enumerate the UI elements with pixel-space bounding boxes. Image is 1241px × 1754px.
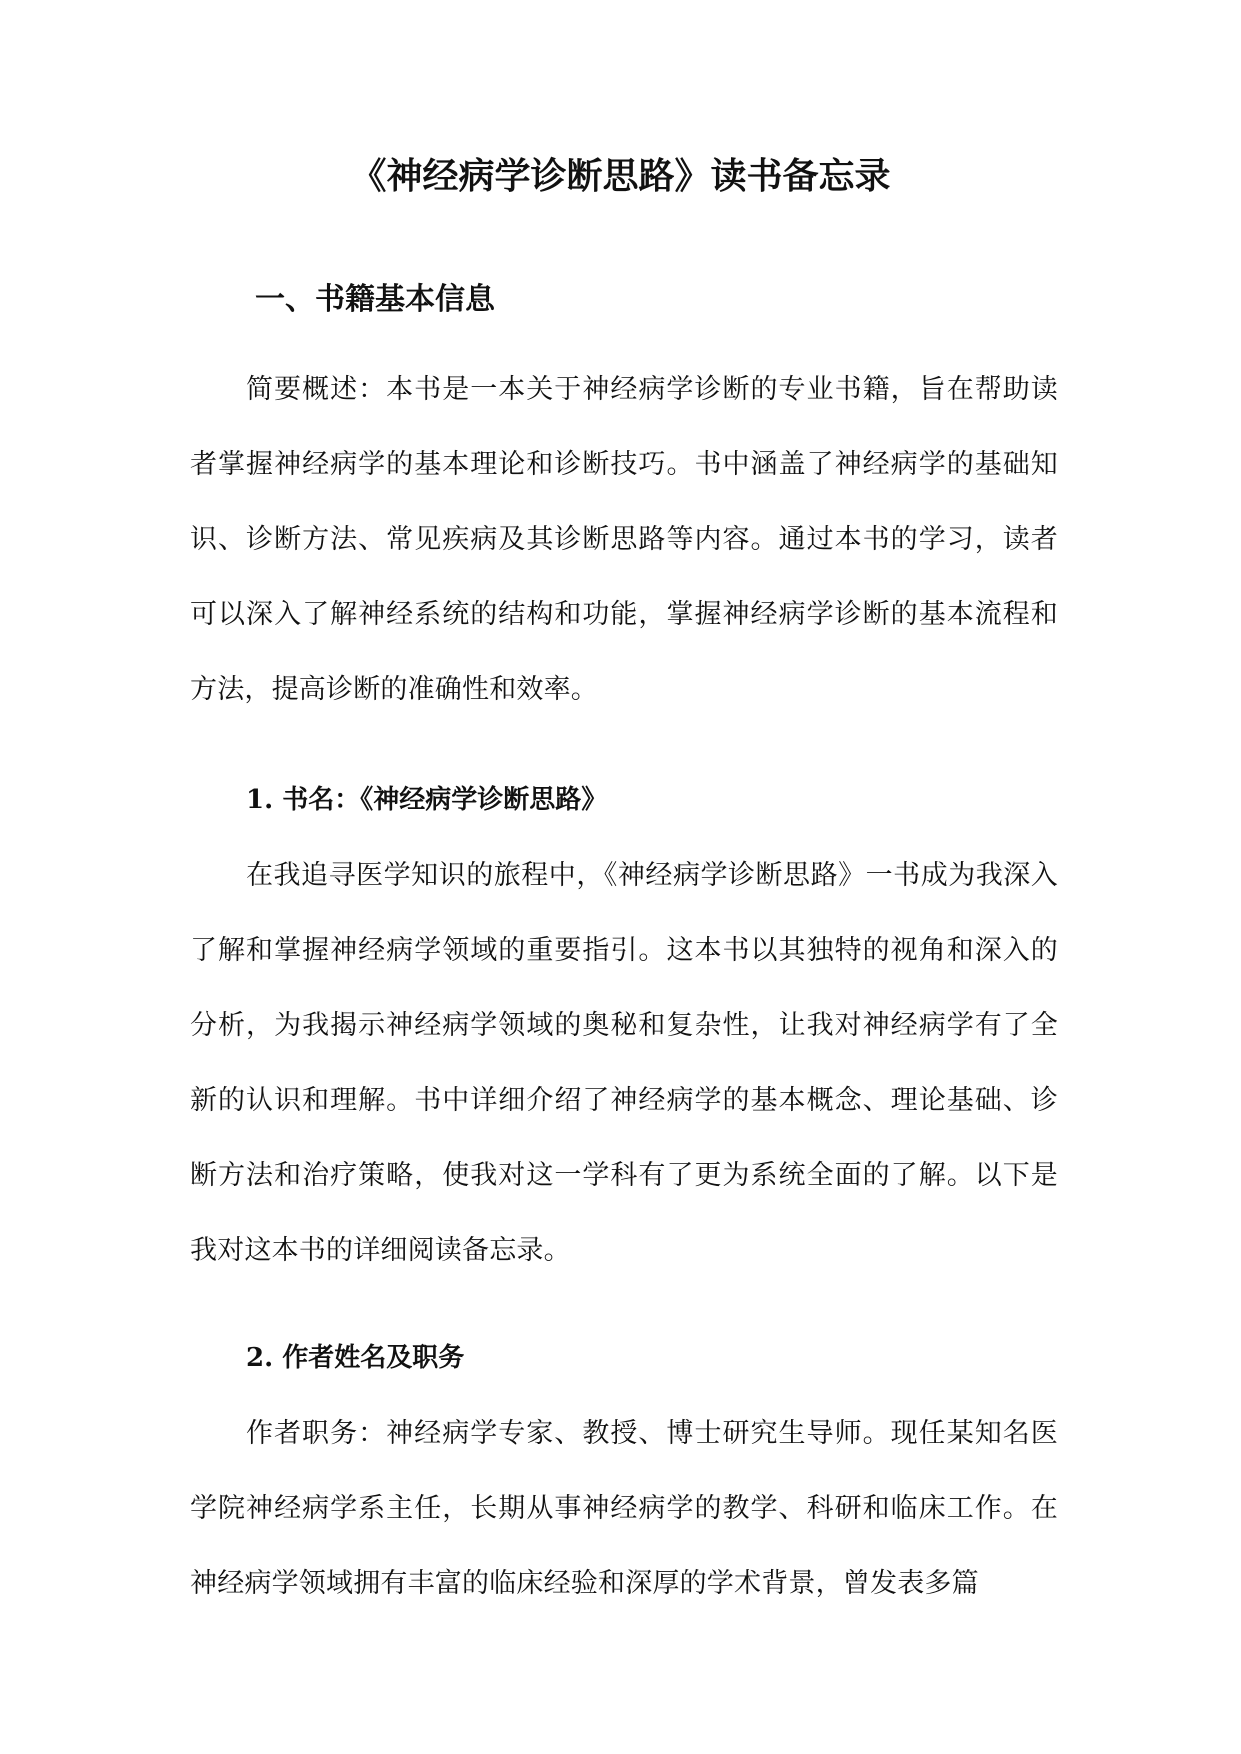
- document-title: 《神经病学诊断思路》读书备忘录: [350, 155, 891, 197]
- subheading-author: 2. 作者姓名及职务: [246, 1343, 465, 1373]
- section-heading-basic-info: 一、书籍基本信息: [255, 282, 495, 317]
- summary-paragraph: 简要概述：本书是一本关于神经病学诊断的专业书籍，旨在帮助读者掌握神经病学的基本理论和诊断技巧。书中涵盖了神经病学的基础知识、诊断方法、常见疾病及其诊断思路等内容。通过本书的学习，读者可以深入了解神经系统的结构和功能，掌握神经病学诊断的基本流程和方法，提高诊断的准确性和效率。: [190, 374, 1058, 705]
- author-paragraph: 作者职务：神经病学专家、教授、博士研究生导师。现任某知名医学院神经病学系主任，长期从事神经病学的教学、科研和临床工作。在神经病学领域拥有丰富的临床经验和深厚的学术背景，曾发表多篇: [190, 1418, 1058, 1599]
- subheading-book-title: 1. 书名：《神经病学诊断思路》: [246, 785, 608, 815]
- book-title-paragraph: 在我追寻医学知识的旅程中，《神经病学诊断思路》一书成为我深入了解和掌握神经病学领域的重要指引。这本书以其独特的视角和深入的分析，为我揭示神经病学领域的奥秘和复杂性，让我对神经病学有了全新的认识和理解。书中详细介绍了神经病学的基本概念、理论基础、诊断方法和治疗策略，使我对这一学科有了更为系统全面的了解。以下是我对这本书的详细阅读备忘录。: [190, 860, 1058, 1266]
